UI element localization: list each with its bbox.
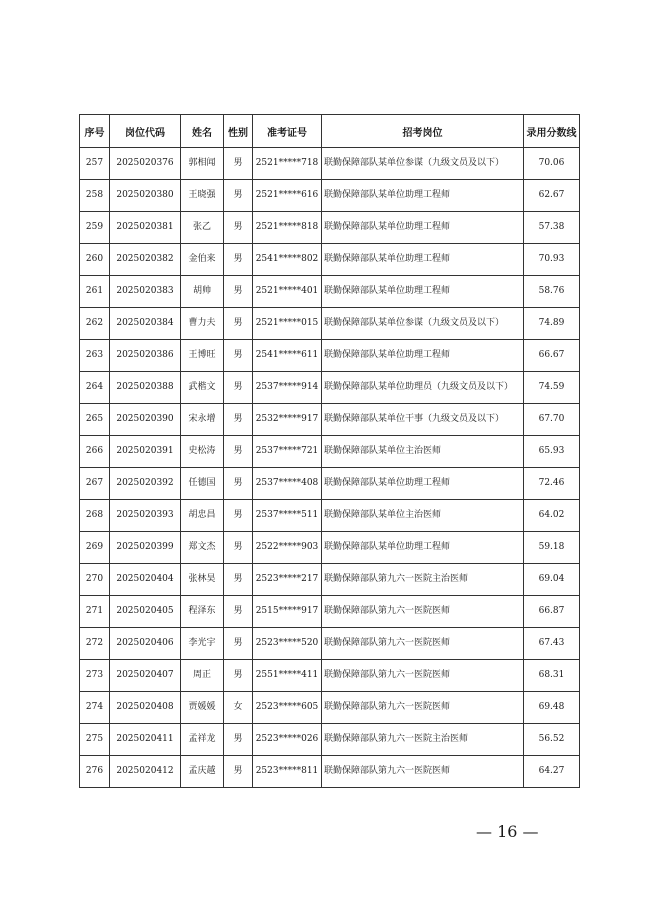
cell-name: 金伯来 (181, 244, 224, 276)
header-name: 姓名 (181, 115, 224, 148)
cell-exam-id: 2521*****401 (253, 276, 322, 308)
table-row (80, 404, 580, 436)
cell-position: 联勤保障部队某单位助理工程师 (322, 244, 524, 276)
cell-name: 张乙 (181, 212, 224, 244)
cell-index: 257 (80, 148, 110, 180)
cell-gender: 男 (224, 180, 253, 212)
table-row (80, 276, 580, 308)
cell-score: 74.89 (524, 308, 580, 340)
cell-index: 264 (80, 372, 110, 404)
cell-position: 联勤保障部队某单位助理工程师 (322, 180, 524, 212)
header-exam-id: 准考证号 (253, 115, 322, 148)
cell-exam-id: 2523*****026 (253, 724, 322, 756)
cell-post-code: 2025020388 (110, 372, 181, 404)
cell-gender: 男 (224, 724, 253, 756)
cell-position: 联勤保障部队第九六一医院医师 (322, 692, 524, 724)
page-number: — 16 — (476, 822, 539, 841)
cell-name: 孟庆越 (181, 756, 224, 788)
cell-post-code: 2025020392 (110, 468, 181, 500)
cell-score: 70.93 (524, 244, 580, 276)
cell-post-code: 2025020382 (110, 244, 181, 276)
cell-position: 联勤保障部队某单位干事（九级文员及以下） (322, 404, 524, 436)
table-row (80, 308, 580, 340)
cell-position: 联勤保障部队第九六一医院主治医师 (322, 564, 524, 596)
header-position: 招考岗位 (322, 115, 524, 148)
cell-post-code: 2025020380 (110, 180, 181, 212)
cell-exam-id: 2541*****611 (253, 340, 322, 372)
cell-exam-id: 2537*****914 (253, 372, 322, 404)
cell-position: 联勤保障部队某单位助理工程师 (322, 276, 524, 308)
cell-name: 史松涛 (181, 436, 224, 468)
cell-post-code: 2025020383 (110, 276, 181, 308)
table-row (80, 532, 580, 564)
header-score: 录用分数线 (524, 115, 580, 148)
cell-post-code: 2025020399 (110, 532, 181, 564)
table-body (80, 148, 580, 788)
cell-score: 67.43 (524, 628, 580, 660)
table-row (80, 148, 580, 180)
cell-score: 72.46 (524, 468, 580, 500)
cell-position: 联勤保障部队第九六一医院主治医师 (322, 724, 524, 756)
cell-position: 联勤保障部队某单位参谋（九级文员及以下） (322, 308, 524, 340)
cell-name: 胡帅 (181, 276, 224, 308)
cell-index: 272 (80, 628, 110, 660)
cell-exam-id: 2521*****015 (253, 308, 322, 340)
cell-gender: 男 (224, 468, 253, 500)
header-index: 序号 (80, 115, 110, 148)
cell-position: 联勤保障部队某单位助理工程师 (322, 468, 524, 500)
cell-name: 孟祥龙 (181, 724, 224, 756)
cell-position: 联勤保障部队某单位助理工程师 (322, 532, 524, 564)
cell-position: 联勤保障部队第九六一医院医师 (322, 756, 524, 788)
cell-score: 59.18 (524, 532, 580, 564)
cell-gender: 男 (224, 564, 253, 596)
cell-position: 联勤保障部队某单位主治医师 (322, 436, 524, 468)
cell-post-code: 2025020381 (110, 212, 181, 244)
cell-position: 联勤保障部队某单位助理工程师 (322, 340, 524, 372)
cell-name: 李光宇 (181, 628, 224, 660)
cell-position: 联勤保障部队某单位参谋（九级文员及以下） (322, 148, 524, 180)
cell-post-code: 2025020405 (110, 596, 181, 628)
cell-exam-id: 2521*****616 (253, 180, 322, 212)
cell-name: 程泽东 (181, 596, 224, 628)
cell-gender: 男 (224, 596, 253, 628)
cell-name: 张林昊 (181, 564, 224, 596)
cell-gender: 男 (224, 308, 253, 340)
table-row (80, 756, 580, 788)
cell-score: 65.93 (524, 436, 580, 468)
cell-gender: 男 (224, 500, 253, 532)
cell-name: 王博旺 (181, 340, 224, 372)
cell-score: 64.02 (524, 500, 580, 532)
table-row (80, 660, 580, 692)
cell-index: 275 (80, 724, 110, 756)
cell-gender: 男 (224, 276, 253, 308)
cell-exam-id: 2522*****903 (253, 532, 322, 564)
cell-position: 联勤保障部队某单位助理工程师 (322, 212, 524, 244)
cell-name: 周正 (181, 660, 224, 692)
cell-index: 270 (80, 564, 110, 596)
cell-index: 258 (80, 180, 110, 212)
table-row (80, 436, 580, 468)
cell-score: 66.87 (524, 596, 580, 628)
cell-score: 62.67 (524, 180, 580, 212)
cell-post-code: 2025020404 (110, 564, 181, 596)
cell-exam-id: 2537*****511 (253, 500, 322, 532)
cell-exam-id: 2521*****818 (253, 212, 322, 244)
cell-index: 261 (80, 276, 110, 308)
cell-index: 273 (80, 660, 110, 692)
cell-score: 64.27 (524, 756, 580, 788)
cell-index: 267 (80, 468, 110, 500)
table-row (80, 180, 580, 212)
cell-exam-id: 2523*****811 (253, 756, 322, 788)
cell-index: 271 (80, 596, 110, 628)
cell-exam-id: 2537*****721 (253, 436, 322, 468)
cell-post-code: 2025020407 (110, 660, 181, 692)
cell-score: 69.48 (524, 692, 580, 724)
cell-post-code: 2025020390 (110, 404, 181, 436)
cell-exam-id: 2532*****917 (253, 404, 322, 436)
table-row (80, 340, 580, 372)
table-row (80, 564, 580, 596)
header-post-code: 岗位代码 (110, 115, 181, 148)
table-row (80, 244, 580, 276)
cell-position: 联勤保障部队某单位主治医师 (322, 500, 524, 532)
cell-post-code: 2025020376 (110, 148, 181, 180)
cell-index: 269 (80, 532, 110, 564)
table-row (80, 724, 580, 756)
cell-score: 67.70 (524, 404, 580, 436)
cell-gender: 男 (224, 340, 253, 372)
cell-gender: 男 (224, 244, 253, 276)
cell-exam-id: 2537*****408 (253, 468, 322, 500)
table-header-row (80, 115, 580, 148)
table-row (80, 468, 580, 500)
cell-name: 王晓强 (181, 180, 224, 212)
cell-index: 263 (80, 340, 110, 372)
cell-exam-id: 2515*****917 (253, 596, 322, 628)
cell-position: 联勤保障部队某单位助理员（九级文员及以下） (322, 372, 524, 404)
cell-position: 联勤保障部队第九六一医院医师 (322, 660, 524, 692)
cell-post-code: 2025020406 (110, 628, 181, 660)
cell-gender: 男 (224, 660, 253, 692)
cell-gender: 男 (224, 628, 253, 660)
cell-post-code: 2025020391 (110, 436, 181, 468)
cell-index: 276 (80, 756, 110, 788)
cell-score: 56.52 (524, 724, 580, 756)
cell-name: 贾媛媛 (181, 692, 224, 724)
table-row (80, 212, 580, 244)
table-row (80, 372, 580, 404)
cell-gender: 男 (224, 756, 253, 788)
cell-gender: 女 (224, 692, 253, 724)
cell-score: 69.04 (524, 564, 580, 596)
cell-post-code: 2025020412 (110, 756, 181, 788)
cell-index: 259 (80, 212, 110, 244)
cell-gender: 男 (224, 532, 253, 564)
cell-gender: 男 (224, 436, 253, 468)
cell-name: 任德国 (181, 468, 224, 500)
table-row (80, 692, 580, 724)
cell-score: 57.38 (524, 212, 580, 244)
cell-name: 曹力夫 (181, 308, 224, 340)
cell-index: 265 (80, 404, 110, 436)
cell-name: 宋永增 (181, 404, 224, 436)
cell-exam-id: 2521*****718 (253, 148, 322, 180)
cell-post-code: 2025020386 (110, 340, 181, 372)
cell-score: 68.31 (524, 660, 580, 692)
cell-exam-id: 2551*****411 (253, 660, 322, 692)
cell-gender: 男 (224, 148, 253, 180)
cell-exam-id: 2523*****520 (253, 628, 322, 660)
cell-exam-id: 2523*****605 (253, 692, 322, 724)
cell-post-code: 2025020393 (110, 500, 181, 532)
cell-position: 联勤保障部队第九六一医院医师 (322, 628, 524, 660)
table-row (80, 596, 580, 628)
cell-exam-id: 2523*****217 (253, 564, 322, 596)
cell-name: 胡忠昌 (181, 500, 224, 532)
cell-gender: 男 (224, 372, 253, 404)
cell-index: 274 (80, 692, 110, 724)
cell-index: 268 (80, 500, 110, 532)
cell-score: 70.06 (524, 148, 580, 180)
cell-name: 郑文杰 (181, 532, 224, 564)
cell-index: 262 (80, 308, 110, 340)
table-row (80, 628, 580, 660)
cell-name: 武楷文 (181, 372, 224, 404)
cell-position: 联勤保障部队第九六一医院医师 (322, 596, 524, 628)
cell-index: 266 (80, 436, 110, 468)
cell-exam-id: 2541*****802 (253, 244, 322, 276)
cell-score: 66.67 (524, 340, 580, 372)
cell-post-code: 2025020411 (110, 724, 181, 756)
cell-score: 58.76 (524, 276, 580, 308)
cell-post-code: 2025020384 (110, 308, 181, 340)
cell-name: 郭相闻 (181, 148, 224, 180)
cell-post-code: 2025020408 (110, 692, 181, 724)
cell-score: 74.59 (524, 372, 580, 404)
cell-gender: 男 (224, 212, 253, 244)
table-row (80, 500, 580, 532)
cell-gender: 男 (224, 404, 253, 436)
admission-score-table (79, 114, 580, 788)
header-gender: 性别 (224, 115, 253, 148)
cell-index: 260 (80, 244, 110, 276)
